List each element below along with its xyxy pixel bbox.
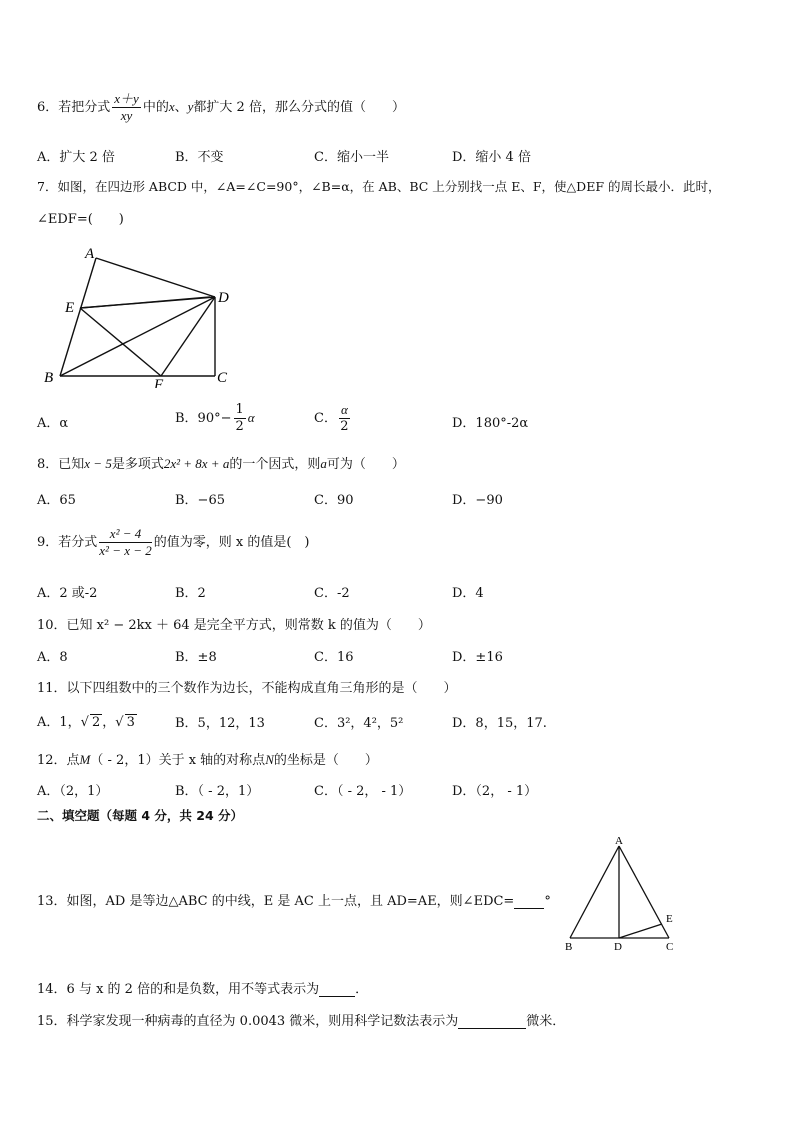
- q7-optc-prefix: C．: [314, 411, 337, 426]
- q6-var-x: x: [168, 99, 175, 114]
- q12-mid: （ - 2，1）关于 x 轴的对称点: [90, 753, 266, 768]
- label-A: A: [85, 246, 95, 262]
- q8-option-d: D．−90: [452, 493, 503, 508]
- q11-opta-radicand2: 3: [126, 715, 135, 730]
- q13-text: 13．如图，AD 是等边△ABC 的中线，E 是 AC 上一点，且 AD=AE，则∠EDC=: [37, 894, 515, 909]
- q11-option-b: B．5，12，13: [175, 716, 265, 731]
- q15-suffix: 微米．: [526, 1014, 566, 1029]
- q7-optc-fraction: [339, 402, 350, 435]
- q9-stem: [37, 526, 310, 559]
- q7-optb-num: 1: [235, 402, 244, 417]
- q6-suffix: 都扩大 2 倍，那么分式的值（ ）: [193, 100, 405, 115]
- label-F: F: [154, 377, 164, 388]
- q7-optb-var: α: [247, 410, 255, 425]
- q6-fraction: [112, 91, 141, 124]
- q6-frac-numerator: x＋y: [114, 91, 139, 106]
- q8-prefix: 8．已知: [37, 457, 85, 472]
- segment-E-near-D: [80, 297, 210, 308]
- label-C: C: [217, 370, 228, 386]
- q8-stem: [37, 453, 405, 472]
- q6-option-a: A．扩大 2 倍: [37, 150, 115, 165]
- q15-stem: [37, 1010, 565, 1029]
- q7-option-d: D．180°-2α: [452, 416, 529, 431]
- label-A: A: [615, 835, 623, 847]
- q6-mid: 中的: [142, 100, 169, 115]
- q11-opta-radicand1: 2: [91, 715, 101, 730]
- q10-option-c: C．16: [314, 650, 354, 665]
- q7-optc-den: 2: [340, 419, 349, 434]
- q8-mid: 是多项式: [111, 457, 164, 472]
- q8-expr2: 2x² + 8x + a: [163, 456, 230, 471]
- q12-suffix: 的坐标是（ ）: [273, 753, 378, 768]
- q6-option-b: B．不变: [175, 150, 224, 165]
- q13-suffix: °: [544, 894, 551, 909]
- q13-answer-blank[interactable]: [514, 893, 544, 909]
- q12-option-c: C．（ - 2， - 1）: [314, 784, 412, 799]
- q8-suffix1: 的一个因式，则: [229, 457, 321, 472]
- label-D: D: [218, 290, 229, 306]
- q14-answer-blank[interactable]: [319, 981, 355, 997]
- q7-quadrilateral-figure: [38, 238, 238, 388]
- label-E: E: [65, 300, 75, 316]
- q9-frac-denominator: x² − x − 2: [99, 543, 152, 558]
- q7-optb-prefix: B．90°−: [175, 411, 232, 426]
- segment-EF: [80, 308, 161, 376]
- q12-prefix: 12．点: [37, 753, 80, 768]
- q6-sep: 、: [174, 100, 188, 115]
- q12-option-b: B．（ - 2，1）: [175, 784, 260, 799]
- q7-option-c: [314, 402, 352, 435]
- label-E: E: [666, 913, 673, 925]
- q7-option-b: [175, 402, 255, 435]
- q11-opta-sep: ，: [102, 715, 116, 730]
- q9-option-d: D．4: [452, 586, 484, 601]
- q6-prefix: 6．若把分式: [37, 100, 111, 115]
- label-D: D: [614, 941, 622, 953]
- q13-triangle-figure: [560, 832, 685, 956]
- q6-var-y: y: [187, 99, 194, 114]
- q12-option-d: D．（2， - 1）: [452, 784, 538, 799]
- q8-var-a: a: [320, 456, 327, 471]
- q8-option-b: B．−65: [175, 493, 225, 508]
- q11-option-d: D．8，15，17.: [452, 716, 547, 731]
- q6-frac-denominator: xy: [120, 108, 133, 123]
- segment-FD: [161, 297, 215, 376]
- q10-stem: 10．已知 x² − 2kx ＋ 64 是完全平方式，则常数 k 的值为（ ）: [37, 618, 431, 633]
- q8-option-c: C．90: [314, 493, 354, 508]
- segment-DE: [619, 924, 662, 938]
- q9-fraction: [99, 526, 151, 559]
- sqrt-symbol-icon: √: [80, 715, 89, 730]
- q14-suffix: ．: [355, 982, 369, 997]
- question-6-stem: [37, 91, 405, 124]
- label-B: B: [44, 370, 54, 386]
- q8-suffix2: 可为（ ）: [326, 457, 405, 472]
- q12-stem: [37, 749, 378, 768]
- q9-option-c: C．-2: [314, 586, 350, 601]
- q9-option-a: A．2 或-2: [37, 586, 98, 601]
- q11-option-a: [37, 711, 137, 730]
- q9-suffix: 的值为零，则 x 的值是( ): [153, 535, 310, 550]
- section-2-title: 二、填空题（每题 4 分，共 24 分）: [37, 808, 244, 823]
- q7-option-a: A．α: [37, 416, 69, 431]
- q7-optc-num: α: [340, 402, 348, 417]
- q7-optb-den: 2: [235, 419, 244, 434]
- edge-AB: [570, 846, 619, 938]
- q9-prefix: 9．若分式: [37, 535, 98, 550]
- q11-opta-prefix: A．1，: [37, 715, 81, 730]
- q8-expr1: x − 5: [84, 456, 112, 471]
- q12-option-a: A．（2，1）: [37, 784, 109, 799]
- q14-text: 14．6 与 x 的 2 倍的和是负数，用不等式表示为: [37, 982, 320, 997]
- q14-stem: [37, 978, 368, 997]
- q13-stem: [37, 890, 551, 909]
- q10-option-b: B．±8: [175, 650, 217, 665]
- q12-point-m: M: [79, 752, 91, 767]
- q11-option-c: C．3²，4²，5²: [314, 716, 404, 731]
- q11-stem: 11．以下四组数中的三个数作为边长，不能构成直角三角形的是（ ）: [37, 681, 457, 696]
- q8-option-a: A．65: [37, 493, 76, 508]
- q15-answer-blank[interactable]: [458, 1013, 526, 1029]
- q7-optb-fraction: [234, 402, 246, 435]
- q6-option-c: C．缩小一半: [314, 150, 389, 165]
- q7-stem-line2: ∠EDF=( ): [37, 212, 124, 227]
- q12-point-n: N: [265, 752, 274, 767]
- q10-option-d: D．±16: [452, 650, 503, 665]
- label-B: B: [565, 941, 573, 953]
- edge-AD: [96, 258, 215, 297]
- q15-text: 15．科学家发现一种病毒的直径为 0.0043 微米，则用科学记数法表示为: [37, 1014, 459, 1029]
- sqrt-symbol-icon: √: [115, 715, 124, 730]
- q7-stem-line1: 7．如图，在四边形 ABCD 中，∠A=∠C=90°，∠B=α，在 AB、BC 上分别找一点 E、F，使△DEF 的周长最小．此时，: [37, 179, 721, 194]
- label-C: C: [666, 941, 674, 953]
- segment-BD: [60, 297, 215, 376]
- q6-option-d: D．缩小 4 倍: [452, 150, 531, 165]
- q9-option-b: B．2: [175, 586, 206, 601]
- q10-option-a: A．8: [37, 650, 68, 665]
- q9-frac-numerator: x² − 4: [99, 526, 151, 543]
